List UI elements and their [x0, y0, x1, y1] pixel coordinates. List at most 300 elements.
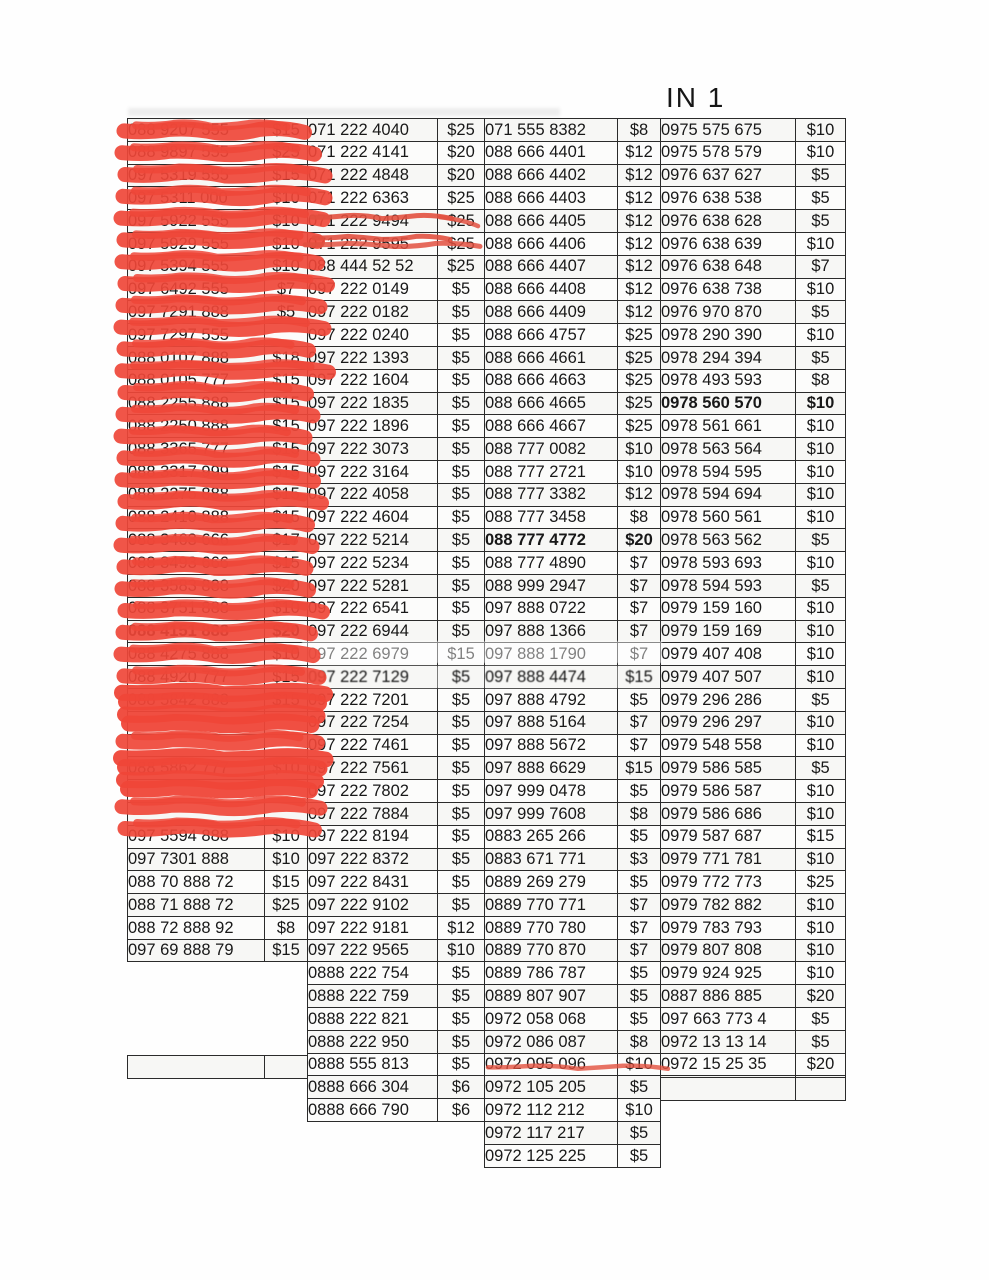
- phone-cell: 097 999 7608: [485, 802, 618, 825]
- phone-cell: 097 222 5214: [308, 529, 438, 552]
- price-cell: [265, 711, 308, 734]
- table-row: [485, 597, 661, 620]
- phone-cell: 097 222 7201: [308, 688, 438, 711]
- phone-cell: 088 777 4772: [485, 529, 618, 552]
- phone-cell: 0972 105 205: [485, 1076, 618, 1099]
- price-cell: $15: [265, 939, 308, 962]
- price-cell: $25: [265, 894, 308, 917]
- price-cell: $5: [438, 734, 485, 757]
- table-row: [485, 871, 661, 894]
- phone-cell: 0978 594 595: [661, 460, 796, 483]
- page-title: IN 1: [666, 82, 726, 113]
- price-cell: $5: [438, 666, 485, 689]
- phone-cell: 088 5842 888: [128, 688, 265, 711]
- phone-cell: 088 4151 888: [128, 620, 265, 643]
- table-row: [485, 1008, 661, 1031]
- price-cell: $12: [618, 187, 661, 210]
- price-cell: $20: [265, 574, 308, 597]
- phone-cell: 0888 222 950: [308, 1030, 438, 1053]
- phone-cell: 0976 638 738: [661, 278, 796, 301]
- table-row: [661, 301, 846, 324]
- price-cell: $12: [438, 916, 485, 939]
- phone-cell: 0978 593 693: [661, 552, 796, 575]
- table-row: [661, 255, 846, 278]
- table-row: [661, 825, 846, 848]
- phone-cell: 0978 594 593: [661, 574, 796, 597]
- phone-cell: 088 777 3458: [485, 506, 618, 529]
- table-row: [661, 460, 846, 483]
- price-cell: $5: [796, 187, 846, 210]
- price-cell: $5: [438, 346, 485, 369]
- price-cell: $10: [796, 802, 846, 825]
- phone-cell: 097 222 5234: [308, 552, 438, 575]
- phone-cell: 088 3463 666: [128, 529, 265, 552]
- phone-cell: 097 7297 555: [128, 324, 265, 347]
- table-row: [308, 369, 485, 392]
- phone-cell: 0979 771 781: [661, 848, 796, 871]
- phone-cell: 0975 578 579: [661, 141, 796, 164]
- phone-cell: 097 5594 888: [128, 825, 265, 848]
- price-cell: [265, 802, 308, 825]
- table-row: [661, 141, 846, 164]
- price-cell: $25: [618, 369, 661, 392]
- price-cell: $5: [796, 301, 846, 324]
- phone-cell: 088 666 4757: [485, 324, 618, 347]
- phone-cell: 088 777 0082: [485, 438, 618, 461]
- phone-cell: 088 777 3382: [485, 483, 618, 506]
- phone-cell: 071 222 9595: [308, 232, 438, 255]
- phone-cell: 097 888 5164: [485, 711, 618, 734]
- price-cell: $10: [796, 392, 846, 415]
- phone-cell: [128, 780, 265, 803]
- table-row: [485, 916, 661, 939]
- price-cell: $7: [618, 939, 661, 962]
- phone-cell: 097 222 3073: [308, 438, 438, 461]
- phone-cell: 097 888 4474: [485, 666, 618, 689]
- price-cell: $5: [796, 757, 846, 780]
- table-row: [308, 1008, 485, 1031]
- table-row: [661, 392, 846, 415]
- phone-cell: 0979 586 585: [661, 757, 796, 780]
- table-row: [661, 187, 846, 210]
- price-cell: $10: [796, 232, 846, 255]
- table-row: [485, 187, 661, 210]
- price-cell: $15: [265, 460, 308, 483]
- table-row: [485, 529, 661, 552]
- table-row: [485, 734, 661, 757]
- table-row: [661, 916, 846, 939]
- phone-cell: 0978 594 694: [661, 483, 796, 506]
- table-row: [128, 825, 308, 848]
- price-cell: $8: [796, 369, 846, 392]
- price-cell: $10: [618, 1099, 661, 1122]
- table-row: [308, 825, 485, 848]
- price-cell: $5: [438, 574, 485, 597]
- table-row: [661, 574, 846, 597]
- phone-cell: 088 3583 888: [128, 574, 265, 597]
- table-row: [128, 894, 308, 917]
- table-row: [661, 894, 846, 917]
- table-row: [661, 552, 846, 575]
- price-cell: $5: [438, 483, 485, 506]
- table-row: [485, 825, 661, 848]
- price-cell: $5: [438, 1053, 485, 1076]
- table-row: [128, 529, 308, 552]
- phone-cell: 097 663 773 4: [661, 1008, 796, 1031]
- price-cell: $20: [438, 164, 485, 187]
- price-cell: $10: [265, 643, 308, 666]
- table-row: [128, 939, 308, 962]
- price-cell: $10: [796, 780, 846, 803]
- price-cell: $5: [438, 529, 485, 552]
- table-row: [485, 688, 661, 711]
- price-cell: $7: [796, 255, 846, 278]
- table-row: [661, 278, 846, 301]
- price-cell: $10: [796, 438, 846, 461]
- price-cell: [265, 1056, 308, 1079]
- price-cell: [265, 780, 308, 803]
- price-cell: $15: [265, 666, 308, 689]
- price-cell: $15: [796, 825, 846, 848]
- phone-cell: [128, 802, 265, 825]
- price-cell: $25: [438, 119, 485, 142]
- price-cell: $15: [265, 688, 308, 711]
- price-cell: $15: [265, 415, 308, 438]
- table-row: [485, 392, 661, 415]
- phone-cell: 071 222 6363: [308, 187, 438, 210]
- phone-cell: 097 222 1393: [308, 346, 438, 369]
- price-cell: $5: [796, 529, 846, 552]
- phone-cell: 088 666 4405: [485, 210, 618, 233]
- phone-cell: 0978 563 564: [661, 438, 796, 461]
- phone-cell: 0979 586 587: [661, 780, 796, 803]
- phone-cell: 097 5394 555: [128, 255, 265, 278]
- price-cell: $20: [438, 141, 485, 164]
- phone-cell: 097 222 1896: [308, 415, 438, 438]
- price-cell: $10: [796, 460, 846, 483]
- table-row: [128, 438, 308, 461]
- table-row: [308, 438, 485, 461]
- table-row: [308, 210, 485, 233]
- phone-cell: 0979 296 286: [661, 688, 796, 711]
- table-row: [661, 802, 846, 825]
- table-row: [128, 415, 308, 438]
- phone-cell: 097 888 6629: [485, 757, 618, 780]
- phone-cell: 0883 265 266: [485, 825, 618, 848]
- price-cell: $3: [618, 848, 661, 871]
- phone-cell: 0976 638 648: [661, 255, 796, 278]
- price-cell: $5: [438, 301, 485, 324]
- table-row: [661, 1008, 846, 1031]
- price-cell: $12: [618, 141, 661, 164]
- table-row: [128, 757, 308, 780]
- phone-cell: 088 444 52 52: [308, 255, 438, 278]
- table-row: [485, 141, 661, 164]
- price-cell: $8: [618, 119, 661, 142]
- phone-cell: 0889 770 870: [485, 939, 618, 962]
- phone-cell: 097 222 6944: [308, 620, 438, 643]
- table-row: [485, 369, 661, 392]
- phone-cell: 0972 058 068: [485, 1008, 618, 1031]
- price-cell: $5: [796, 164, 846, 187]
- table-row: [661, 415, 846, 438]
- phone-cell: 097 69 888 79: [128, 939, 265, 962]
- phone-cell: 097 222 7884: [308, 802, 438, 825]
- phone-cell: 0979 159 169: [661, 620, 796, 643]
- table-row: [308, 164, 485, 187]
- price-cell: $15: [265, 438, 308, 461]
- phone-cell: 071 555 8382: [485, 119, 618, 142]
- price-cell: $10: [796, 506, 846, 529]
- table-row: [128, 916, 308, 939]
- price-cell: $5: [438, 597, 485, 620]
- table-row: [128, 597, 308, 620]
- price-cell: $12: [618, 278, 661, 301]
- phone-cell: 0979 782 882: [661, 894, 796, 917]
- price-cell: $7: [618, 574, 661, 597]
- price-cell: $5: [618, 985, 661, 1008]
- phone-cell: 097 999 0478: [485, 780, 618, 803]
- phone-cell: [128, 734, 265, 757]
- price-cell: $5: [438, 688, 485, 711]
- table-row: [661, 346, 846, 369]
- phone-cell: 0979 772 773: [661, 871, 796, 894]
- price-cell: $7: [265, 278, 308, 301]
- table-row: [308, 802, 485, 825]
- phone-cell: 097 222 7561: [308, 757, 438, 780]
- phone-cell: 088 666 4401: [485, 141, 618, 164]
- price-cell: $5: [796, 1008, 846, 1031]
- table-row: [128, 734, 308, 757]
- phone-cell: 088 777 2721: [485, 460, 618, 483]
- phone-cell: 097 222 0149: [308, 278, 438, 301]
- table-row: [661, 1030, 846, 1053]
- price-cell: $5: [438, 369, 485, 392]
- table-row: [661, 620, 846, 643]
- price-cell: $10: [796, 734, 846, 757]
- phone-cell: 097 222 6979: [308, 643, 438, 666]
- price-cell: $5: [438, 392, 485, 415]
- table-row: [661, 324, 846, 347]
- phone-cell: 097 5311 000: [128, 187, 265, 210]
- table-row: [128, 460, 308, 483]
- price-cell: $10: [265, 825, 308, 848]
- price-cell: $5: [618, 962, 661, 985]
- price-cell: $12: [618, 301, 661, 324]
- table-row: [308, 1076, 485, 1099]
- price-cell: $15: [265, 369, 308, 392]
- table-row: [661, 597, 846, 620]
- price-cell: $5: [618, 1076, 661, 1099]
- price-cell: $12: [618, 210, 661, 233]
- table-row: [485, 620, 661, 643]
- price-cell: $5: [796, 574, 846, 597]
- price-cell: $5: [438, 962, 485, 985]
- table-row: [128, 164, 308, 187]
- price-cell: $10: [796, 483, 846, 506]
- phone-cell: 0979 586 686: [661, 802, 796, 825]
- table-row: [661, 643, 846, 666]
- phone-cell: 088 0107 888: [128, 346, 265, 369]
- phone-cell: 0979 924 925: [661, 962, 796, 985]
- phone-cell: 088 666 4665: [485, 392, 618, 415]
- phone-cell: 088 999 2947: [485, 574, 618, 597]
- table-row: [308, 688, 485, 711]
- price-cell: $5: [618, 825, 661, 848]
- phone-cell: 097 222 8194: [308, 825, 438, 848]
- table-row: [308, 871, 485, 894]
- price-cell: $7: [618, 916, 661, 939]
- phone-cell: 097 888 1366: [485, 620, 618, 643]
- price-cell: [265, 734, 308, 757]
- phone-cell: 088 9207 555: [128, 119, 265, 142]
- price-cell: $25: [796, 871, 846, 894]
- price-cell: $5: [438, 825, 485, 848]
- price-cell: $25: [438, 232, 485, 255]
- table-row: [308, 597, 485, 620]
- price-cell: $10: [265, 255, 308, 278]
- table-row: [308, 848, 485, 871]
- table-row: [485, 939, 661, 962]
- table-row: [661, 1078, 846, 1101]
- price-cell: $5: [796, 1030, 846, 1053]
- price-cell: $25: [438, 255, 485, 278]
- table-row: [308, 1099, 485, 1122]
- price-cell: $5: [438, 871, 485, 894]
- phone-cell: 0888 666 790: [308, 1099, 438, 1122]
- price-cell: $7: [618, 711, 661, 734]
- phone-cell: 088 666 4409: [485, 301, 618, 324]
- table-row: [308, 506, 485, 529]
- price-cell: $12: [618, 255, 661, 278]
- phone-cell: [128, 1056, 265, 1079]
- phone-cell: 0889 770 771: [485, 894, 618, 917]
- table-row: [308, 711, 485, 734]
- table-row: [308, 552, 485, 575]
- table-row: [308, 119, 485, 142]
- table-row: [308, 187, 485, 210]
- table-row: [128, 574, 308, 597]
- phone-cell: 0976 638 628: [661, 210, 796, 233]
- phone-cell: 0889 269 279: [485, 871, 618, 894]
- price-cell: $5: [438, 1008, 485, 1031]
- phone-cell: 0972 117 217: [485, 1122, 618, 1145]
- price-cell: $5: [438, 278, 485, 301]
- price-cell: $15: [265, 483, 308, 506]
- phone-cell: 097 222 7802: [308, 780, 438, 803]
- phone-cell: 088 666 4407: [485, 255, 618, 278]
- table-row: [308, 574, 485, 597]
- price-cell: $5: [438, 552, 485, 575]
- table-row: [661, 757, 846, 780]
- phone-cell: 0889 807 907: [485, 985, 618, 1008]
- table-row: [661, 688, 846, 711]
- table-row: [485, 848, 661, 871]
- price-cell: $5: [438, 802, 485, 825]
- table-row: [485, 666, 661, 689]
- price-cell: $10: [796, 939, 846, 962]
- table-row: [661, 871, 846, 894]
- table-row: [308, 894, 485, 917]
- table-row: [128, 620, 308, 643]
- price-cell: $15: [438, 643, 485, 666]
- table-row: [661, 119, 846, 142]
- phone-cell: 097 222 9565: [308, 939, 438, 962]
- price-cell: $18: [265, 346, 308, 369]
- price-cell: $7: [618, 620, 661, 643]
- table-row: [485, 1076, 661, 1099]
- phone-price-table-column-1: [127, 1055, 308, 1079]
- phone-cell: 0972 125 225: [485, 1144, 618, 1167]
- table-row: [661, 939, 846, 962]
- table-row: [308, 324, 485, 347]
- phone-cell: 088 3365 777: [128, 438, 265, 461]
- phone-cell: 097 5929 555: [128, 232, 265, 255]
- table-row: [128, 666, 308, 689]
- phone-cell: 088 0105 777: [128, 369, 265, 392]
- table-row: [661, 164, 846, 187]
- price-cell: $8: [618, 802, 661, 825]
- phone-cell: 088 2255 888: [128, 392, 265, 415]
- price-cell: $15: [265, 506, 308, 529]
- table-row: [128, 780, 308, 803]
- table-row: [308, 1030, 485, 1053]
- table-row: [128, 1056, 308, 1079]
- price-cell: $25: [438, 210, 485, 233]
- table-row: [661, 506, 846, 529]
- phone-price-table-column-1: [127, 118, 308, 962]
- table-row: [661, 232, 846, 255]
- table-row: [128, 301, 308, 324]
- price-cell: $20: [796, 985, 846, 1008]
- price-cell: $10: [796, 119, 846, 142]
- phone-cell: 088 4275 888: [128, 643, 265, 666]
- phone-cell: 097 222 9181: [308, 916, 438, 939]
- table-row: [308, 141, 485, 164]
- price-cell: $10: [265, 848, 308, 871]
- phone-cell: 097 222 0240: [308, 324, 438, 347]
- price-cell: $15: [265, 552, 308, 575]
- phone-cell: 0978 563 562: [661, 529, 796, 552]
- price-cell: $7: [618, 643, 661, 666]
- price-cell: $5: [618, 780, 661, 803]
- price-cell: $7: [618, 552, 661, 575]
- table-row: [308, 529, 485, 552]
- phone-cell: 097 888 0722: [485, 597, 618, 620]
- price-cell: $10: [796, 894, 846, 917]
- phone-cell: 0978 294 394: [661, 346, 796, 369]
- table-row: [308, 460, 485, 483]
- table-row: [485, 780, 661, 803]
- price-cell: $7: [618, 597, 661, 620]
- table-row: [485, 483, 661, 506]
- table-row: [661, 369, 846, 392]
- table-row: [661, 666, 846, 689]
- phone-cell: 0979 159 160: [661, 597, 796, 620]
- table-row: [308, 232, 485, 255]
- phone-cell: 0972 095 096: [485, 1053, 618, 1076]
- table-row: [485, 894, 661, 917]
- table-row: [128, 483, 308, 506]
- table-row: [128, 643, 308, 666]
- phone-cell: 071 222 4848: [308, 164, 438, 187]
- phone-cell: 097 222 8431: [308, 871, 438, 894]
- phone-cell: 088 9897 555: [128, 141, 265, 164]
- table-row: [485, 711, 661, 734]
- phone-cell: 097 222 6541: [308, 597, 438, 620]
- table-row: [308, 1053, 485, 1076]
- price-cell: $5: [618, 1122, 661, 1145]
